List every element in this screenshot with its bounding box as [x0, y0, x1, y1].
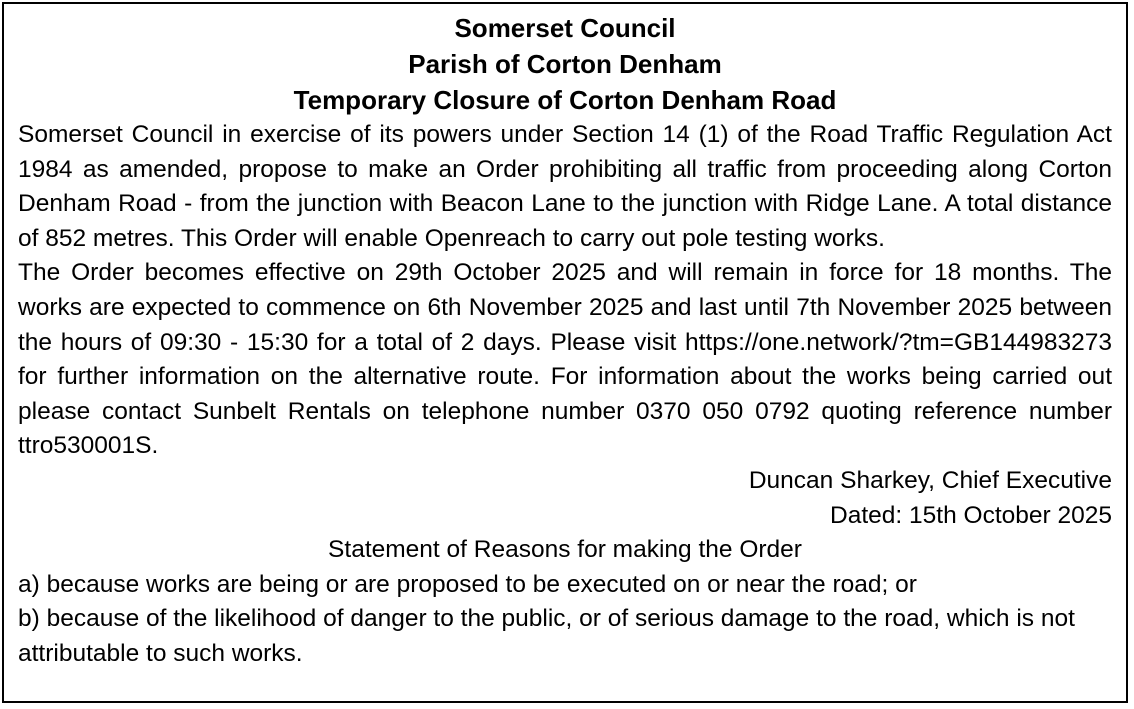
date-line: Dated: 15th October 2025 — [830, 501, 1112, 529]
reason-a: a) because works are being or are proposed to be executed on or near the road; or — [18, 570, 917, 598]
effective-paragraph: The Order becomes effective on 29th October 2025 and will remain in force for 18 months. The works are expected to commence on 6th November 2025 and last until 7th November 2025 between the hours of 09:30 - 15:30 for a total of 2 days. Please visit https://one.network/?tm=GB144983273 for further information on the alternative route. For information about the works being carried out please contact Sunbelt Rentals on telephone number 0370 050 0792 quoting reference number ttro530001S. — [18, 259, 1112, 460]
public-notice — [2, 2, 1128, 703]
reasons-heading: Statement of Reasons for making the Order — [328, 536, 802, 564]
signatory: Duncan Sharkey, Chief Executive — [748, 466, 1112, 494]
council-heading: Somerset Council — [454, 13, 676, 43]
reason-b: b) because of the likelihood of danger to the public, or of serious damage to the road, which is not attributable to such works. — [18, 605, 1075, 667]
order-paragraph: Somerset Council in exercise of its powers under Section 14 (1) of the Road Traffic Regulation Act 1984 as amended, propose to make an Order prohibiting all traffic from proceeding along Corton Denham Road - from the junction with Beacon Lane to the junction with Ridge Lane. A total distance of 852 metres. This Order will enable Openreach to carry out pole testing works. — [18, 121, 1112, 252]
notice-title: Temporary Closure of Corton Denham Road — [293, 85, 837, 115]
parish-heading: Parish of Corton Denham — [408, 49, 722, 79]
